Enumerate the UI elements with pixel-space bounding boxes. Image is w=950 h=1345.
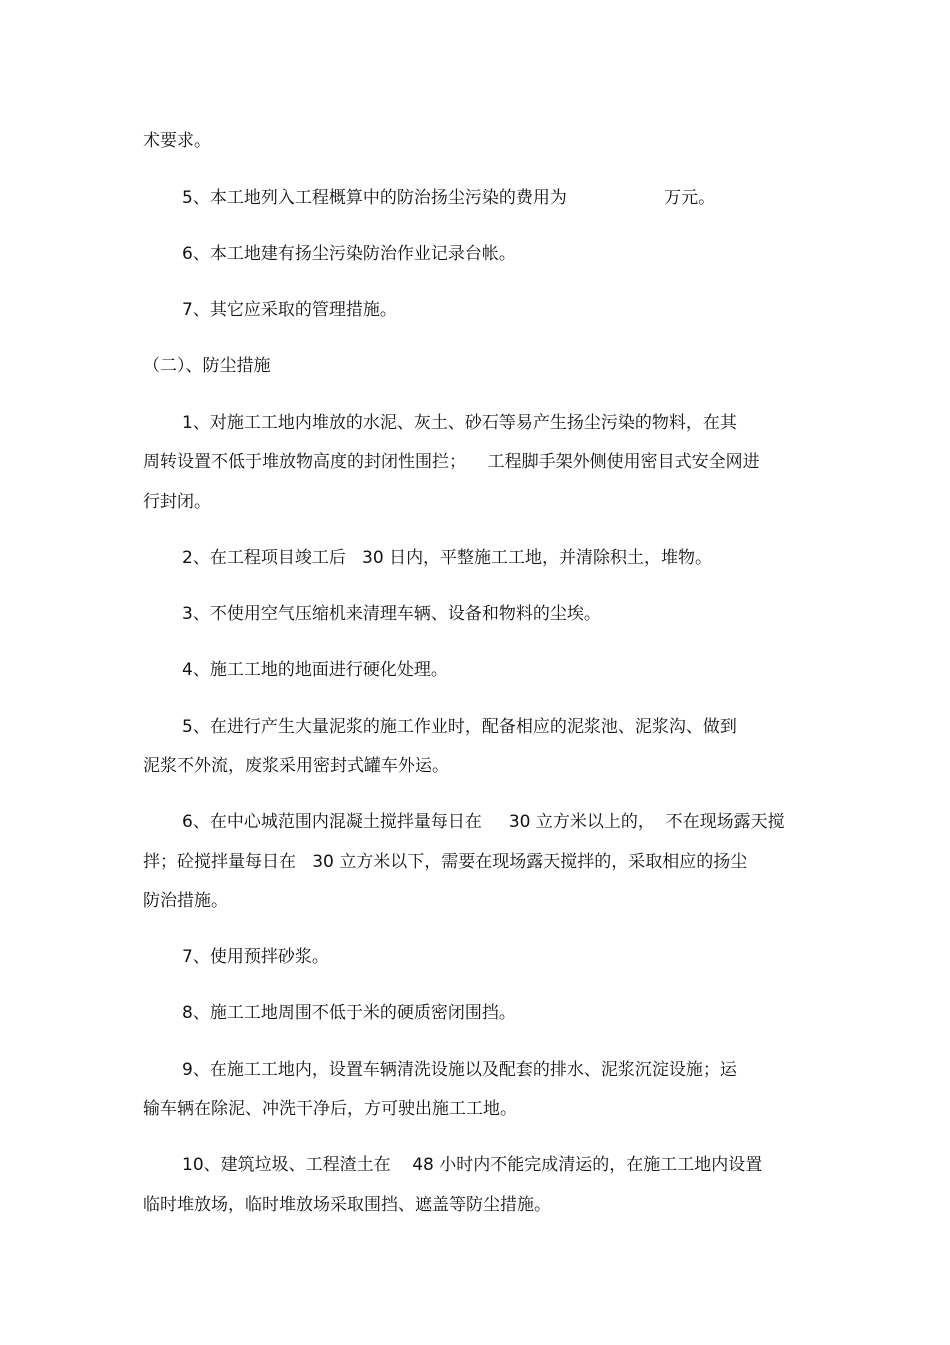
text-line: 行封闭。 <box>143 492 211 512</box>
text-line: 防治措施。 <box>143 891 228 911</box>
text-line: 7、使用预拌砂浆。 <box>182 947 329 967</box>
text-line: 5、在进行产生大量泥浆的施工作业时，配备相应的泥浆池、泥浆沟、做到 <box>182 717 737 737</box>
text-line: 拌；砼搅拌量每日在 30 立方米以下，需要在现场露天搅拌的，采取相应的扬尘 <box>143 852 748 872</box>
text-line: 10、建筑垃圾、工程渣土在 48 小时内不能完成清运的，在施工工地内设置 <box>182 1155 763 1175</box>
text-line: 6、本工地建有扬尘污染防治作业记录台帐。 <box>182 244 516 264</box>
text-line: 1、对施工工地内堆放的水泥、灰土、砂石等易产生扬尘污染的物料，在其 <box>182 413 737 433</box>
text-line: 8、施工工地周围不低于米的硬质密闭围挡。 <box>182 1003 516 1023</box>
text-line: 术要求。 <box>143 131 211 151</box>
text-line: 周转设置不低于堆放物高度的封闭性围拦； 工程脚手架外侧使用密目式安全网进 <box>143 452 760 472</box>
text-line: 泥浆不外流，废浆采用密封式罐车外运。 <box>143 756 449 776</box>
text-line: 7、其它应采取的管理措施。 <box>182 300 397 320</box>
text-line: 2、在工程项目竣工后 30 日内，平整施工工地，并清除积土，堆物。 <box>182 548 713 568</box>
text-line: 9、在施工工地内，设置车辆清洗设施以及配套的排水、泥浆沉淀设施；运 <box>182 1060 737 1080</box>
text-line: 6、在中心城范围内混凝土搅拌量每日在 30 立方米以上的， 不在现场露天搅 <box>182 812 785 832</box>
text-line: 5、本工地列入工程概算中的防治扬尘污染的费用为 万元。 <box>182 188 716 208</box>
text-line: 输车辆在除泥、冲洗干净后，方可驶出施工工地。 <box>143 1099 517 1119</box>
text-line: 3、不使用空气压缩机来清理车辆、设备和物料的尘埃。 <box>182 604 601 624</box>
text-line: 临时堆放场，临时堆放场采取围挡、遮盖等防尘措施。 <box>143 1195 551 1215</box>
text-line: 4、施工工地的地面进行硬化处理。 <box>182 660 448 680</box>
section-heading: （二）、防尘措施 <box>143 356 271 376</box>
